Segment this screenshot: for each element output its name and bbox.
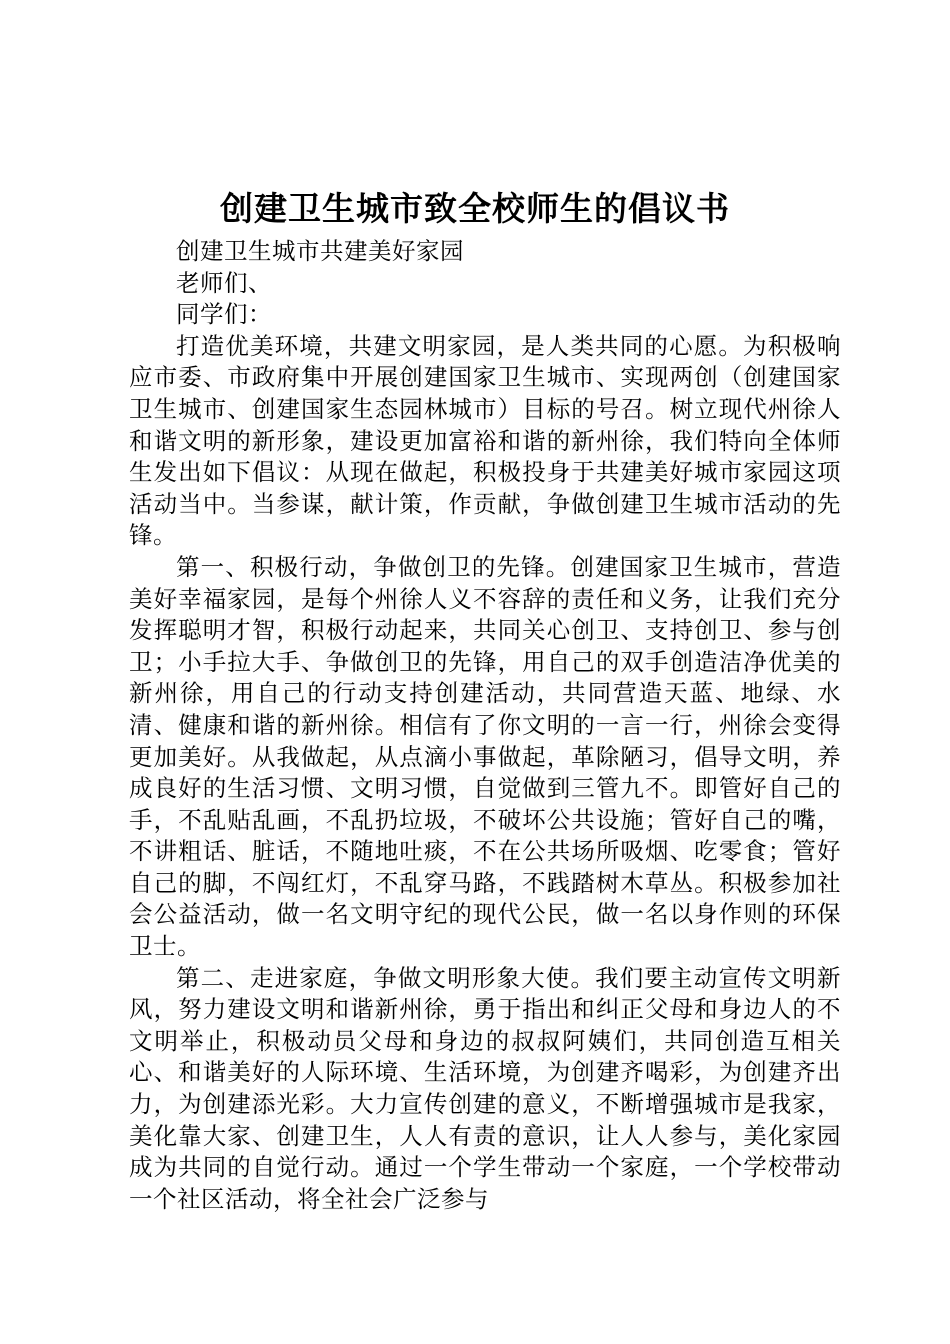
document-title: 创建卫生城市致全校师生的倡议书 <box>220 189 730 228</box>
paragraph-first-point: 第一、积极行动，争做创卫的先锋。创建国家卫生城市，营造美好幸福家园，是每个州徐人义不容辞的责任和义务，让我们充分发挥聪明才智，积极行动起来，共同关心创卫、支持创卫、参与创卫；小手拉大手、争做创卫的先锋，用自己的双手创造洁净优美的新州徐，用自己的行动支持创建活动，共同营造天蓝、地绿、水清、健康和谐的新州徐。相信有了你文明的一言一行，州徐会变得更加美好。从我做起，从点滴小事做起，革除陋习，倡导文明，养成良好的生活习惯、文明习惯，自觉做到三管九不。即管好自己的手，不乱贴乱画，不乱扔垃圾，不破坏公共设施；管好自己的嘴，不讲粗话、脏话，不随地吐痰，不在公共场所吸烟、吃零食；管好自己的脚，不闯红灯，不乱穿马路，不践踏树木草丛。积极参加社会公益活动，做一名文明守纪的现代公民，做一名以身作则的环保卫士。 <box>129 552 841 961</box>
paragraph-intro: 打造优美环境，共建文明家园，是人类共同的心愿。为积极响应市委、市政府集中开展创建国家卫生城市、实现两创（创建国家卫生城市、创建国家生态园林城市）目标的号召。树立现代州徐人和谐文明的新形象，建设更加富裕和谐的新州徐，我们特向全体师生发出如下倡议：从现在做起，积极投身于共建美好城市家园这项活动当中。当参谋，献计策，作贡献，争做创建卫生城市活动的先锋。 <box>129 331 841 550</box>
paragraph-second-point: 第二、走进家庭，争做文明形象大使。我们要主动宣传文明新风，努力建设文明和谐新州徐，勇于指出和纠正父母和身边人的不文明举止，积极动员父母和身边的叔叔阿姨们，共同创造互相关心、和谐美好的人际环境、生活环境，为创建齐喝彩，为创建齐出力，为创建添光彩。大力宣传创建的意义，不断增强城市是我家，美化靠大家、创建卫生，人人有责的意识，让人人参与，美化家园成为共同的自觉行动。通过一个学生带动一个家庭，一个学校带动一个社区活动，将全社会广泛参与 <box>129 963 841 1213</box>
paragraph-salutation-teachers: 老师们、 <box>176 268 272 297</box>
paragraph-subtitle: 创建卫生城市共建美好家园 <box>176 237 464 265</box>
paragraph-salutation-students: 同学们： <box>176 300 272 329</box>
document-body <box>129 236 841 1215</box>
